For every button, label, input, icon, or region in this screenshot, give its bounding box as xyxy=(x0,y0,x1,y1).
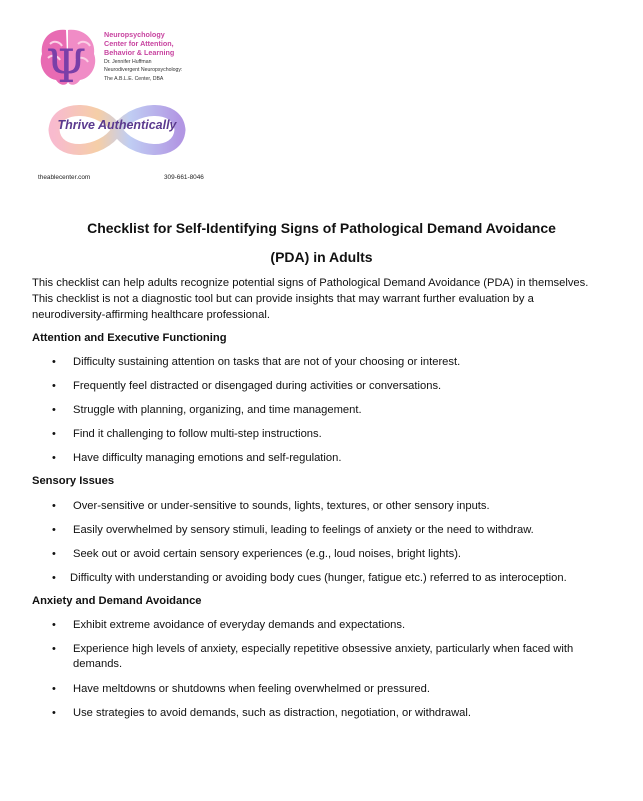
section-heading-anxiety: Anxiety and Demand Avoidance xyxy=(32,595,202,607)
intro-line: neurodiversity-affirming healthcare professional. xyxy=(32,309,270,321)
section-heading-attention: Attention and Executive Functioning xyxy=(32,332,227,344)
bullet: • xyxy=(52,548,56,560)
list-item: • Have meltdowns or shutdowns when feeling overwhelmed or pressured. xyxy=(52,683,430,695)
org-subtitle-2: The A.B.L.E. Center, DBA xyxy=(104,75,164,82)
list-item: • Have difficulty managing emotions and self-regulation. xyxy=(52,452,342,464)
phone-number: 309-661-8046 xyxy=(164,174,204,181)
org-name-line-2: Center for Attention, xyxy=(104,39,174,48)
section-heading-sensory: Sensory Issues xyxy=(32,475,115,487)
bullet: • xyxy=(52,380,56,392)
org-name-line-1: Neuropsychology xyxy=(104,30,165,39)
intro-line: This checklist can help adults recognize potential signs of Pathological Demand Avoidance (PDA) in themselves. xyxy=(32,277,589,289)
org-text xyxy=(104,30,234,82)
document-title-line-1: Checklist for Self-Identifying Signs of Pathological Demand Avoidance xyxy=(87,220,556,236)
brain-logo-icon xyxy=(36,24,100,90)
doctor-name: Dr. Jennifer Huffman xyxy=(104,59,152,65)
bullet: • xyxy=(52,524,56,536)
document-title-line-2: (PDA) in Adults xyxy=(270,249,373,265)
bullet: • xyxy=(52,572,56,584)
bullet: • xyxy=(52,707,56,719)
list-item: • Difficulty sustaining attention on tasks that are not of your choosing or interest. xyxy=(52,356,461,368)
list-item: • Find it challenging to follow multi-step instructions. xyxy=(52,428,322,440)
bullet: • xyxy=(52,356,56,368)
contact-line xyxy=(38,174,208,181)
bullet: • xyxy=(52,404,56,416)
list-item: • Exhibit extreme avoidance of everyday demands and expectations. xyxy=(52,619,406,631)
bullet: • xyxy=(52,428,56,440)
bullet: • xyxy=(52,683,56,695)
bullet: • xyxy=(52,643,56,655)
bullet: • xyxy=(52,452,56,464)
tagline: Thrive Authentically xyxy=(57,118,177,132)
bullet: • xyxy=(52,500,56,512)
list-item: • Over-sensitive or under-sensitive to sounds, lights, textures, or other sensory inputs. xyxy=(52,500,490,512)
list-item: • Easily overwhelmed by sensory stimuli, leading to feelings of anxiety or the need to withdraw. xyxy=(52,524,534,536)
list-item: • Experience high levels of anxiety, especially repetitive obsessive anxiety, particularly when faced with demands. xyxy=(52,643,574,670)
intro-line: This checklist is not a diagnostic tool but can provide insights that may warrant further evaluation by a xyxy=(32,293,534,305)
org-subtitle-1: Neurodivergent Neuropsychology: xyxy=(104,67,183,74)
list-item: • Difficulty with understanding or avoiding body cues (hunger, fatigue etc.) referred to as interoception. xyxy=(52,572,567,584)
list-item: • Struggle with planning, organizing, and time management. xyxy=(52,404,362,416)
bullet: • xyxy=(52,619,56,631)
list-item: • Seek out or avoid certain sensory experiences (e.g., loud noises, bright lights). xyxy=(52,548,462,560)
org-name-line-3: Behavior & Learning xyxy=(104,48,175,57)
list-item: • Use strategies to avoid demands, such as distraction, negotiation, or withdrawal. xyxy=(52,707,471,719)
intro-paragraph xyxy=(32,275,612,323)
letterhead xyxy=(32,18,232,188)
psi-symbol: Ψ xyxy=(46,39,87,90)
website: theablecenter.com xyxy=(38,174,91,181)
list-item: • Frequently feel distracted or disengaged during activities or conversations. xyxy=(52,380,442,392)
